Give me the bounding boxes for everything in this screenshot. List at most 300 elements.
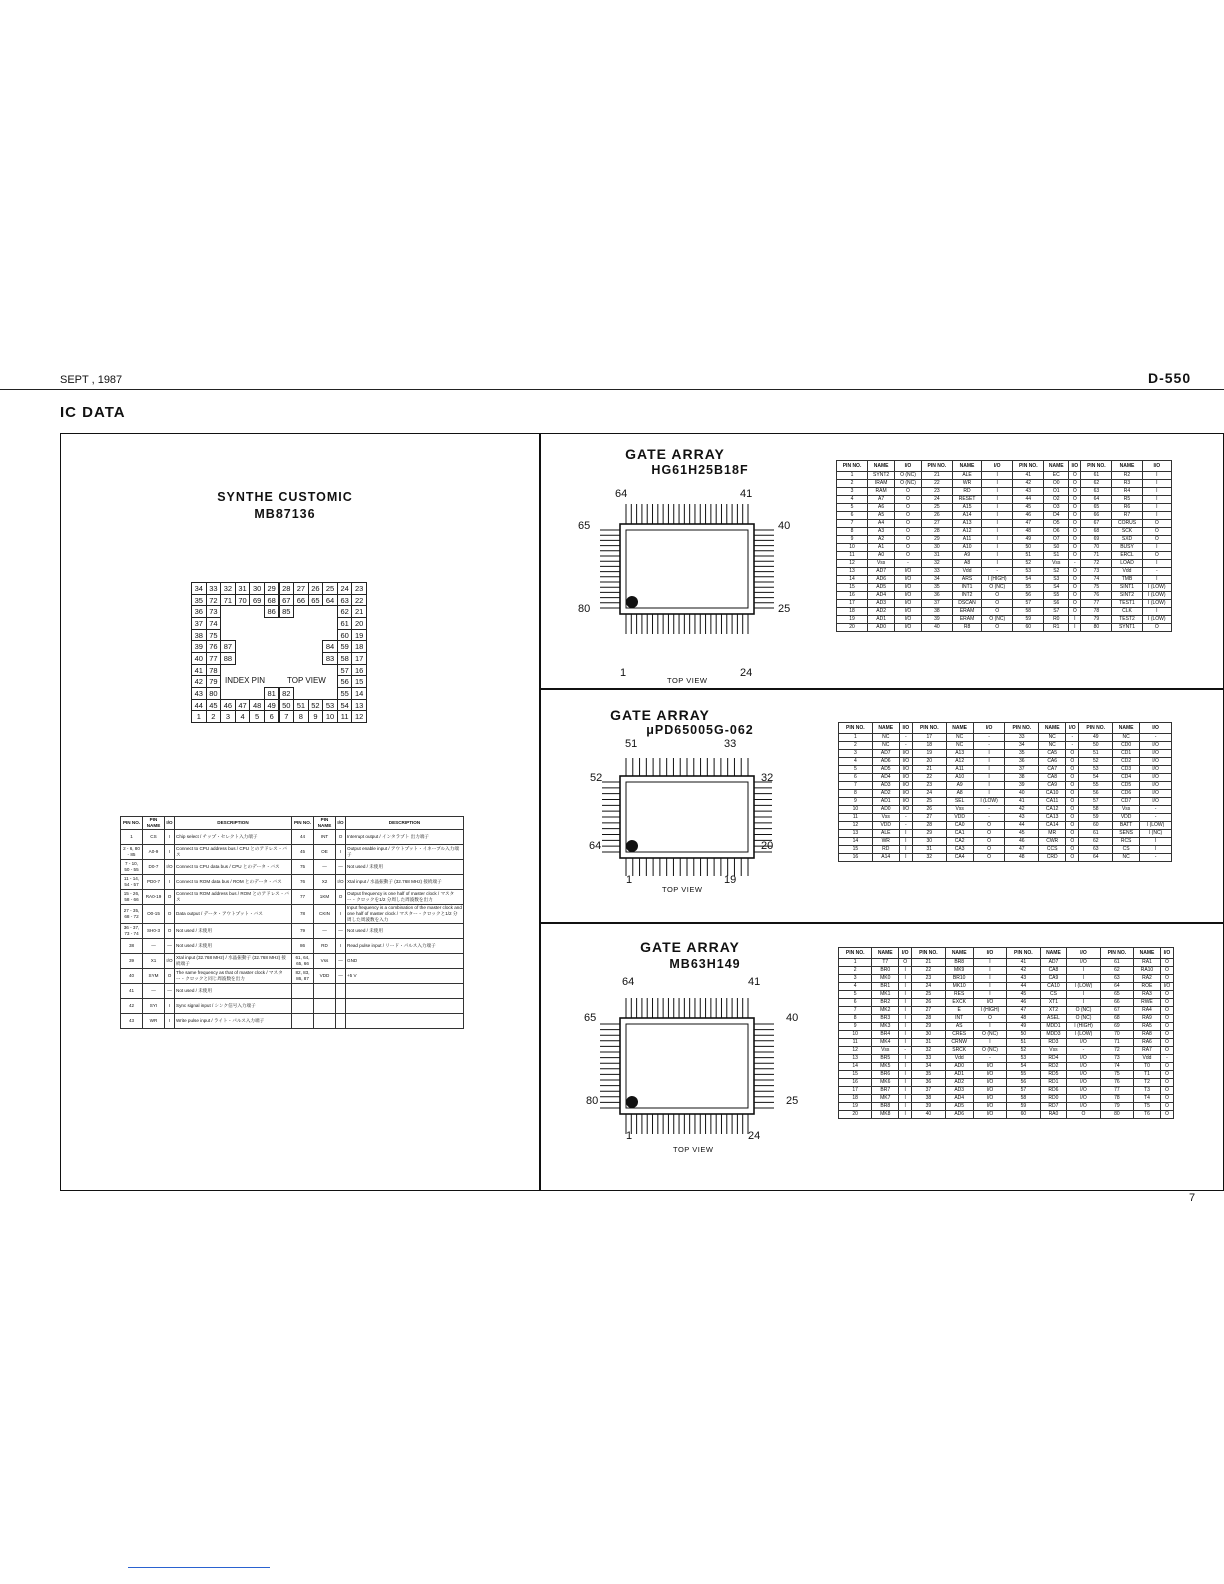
table-cell: I: [1067, 975, 1100, 983]
table-cell: 21: [912, 766, 946, 774]
table-cell: 21: [921, 472, 952, 480]
table-header: PIN NO.: [1079, 723, 1113, 734]
table-cell: O: [1069, 592, 1081, 600]
ga1-package-diagram: [578, 488, 798, 670]
table-cell: I/O: [899, 798, 912, 806]
table-cell: 35: [1005, 750, 1039, 758]
table-cell: I: [165, 1014, 175, 1029]
table-cell: AD7: [872, 750, 899, 758]
pin-cell: 63: [337, 594, 353, 607]
table-cell: 59: [1007, 1103, 1040, 1111]
table-cell: R3: [1112, 480, 1142, 488]
table-cell: [314, 984, 336, 999]
table-cell: AD3: [945, 1087, 973, 1095]
table-cell: O: [1069, 472, 1081, 480]
table-cell: -: [899, 1047, 912, 1055]
page-number: 7: [1189, 1192, 1196, 1204]
table-cell: RA7: [1134, 1047, 1161, 1055]
table-header-row: [839, 948, 1174, 959]
table-cell: -: [973, 806, 1005, 814]
table-cell: I/O: [973, 1095, 1006, 1103]
table-cell: CS: [1113, 846, 1140, 854]
table-cell: O3: [1044, 504, 1069, 512]
table-cell: 73: [1081, 568, 1112, 576]
pin-cell: 56: [337, 675, 353, 688]
table-cell: —: [143, 984, 165, 999]
table-cell: O: [1066, 766, 1079, 774]
table-row: [839, 1031, 1174, 1039]
table-cell: RD0: [1040, 1095, 1067, 1103]
table-cell: I: [165, 845, 175, 860]
table-cell: O: [1160, 1047, 1173, 1055]
pin-cell: 46: [220, 699, 236, 712]
table-row: [837, 504, 1172, 512]
table-cell: -: [1140, 806, 1172, 814]
table-cell: -: [1067, 1047, 1100, 1055]
table-cell: CA9: [1040, 975, 1067, 983]
table-cell: 11: [839, 814, 873, 822]
table-cell: AD2: [945, 1079, 973, 1087]
table-cell: 19: [839, 1103, 872, 1111]
table-cell: O: [1067, 1111, 1100, 1119]
table-cell: 36: [921, 592, 952, 600]
table-cell: O1: [1044, 488, 1069, 496]
pin-cell: 48: [249, 699, 265, 712]
table-cell: T3: [1134, 1087, 1161, 1095]
table-cell: 6: [837, 512, 868, 520]
table-cell: BUSY: [1112, 544, 1142, 552]
table-cell: I (LOW): [1067, 983, 1100, 991]
table-cell: 5: [839, 766, 873, 774]
table-cell: O: [1160, 1087, 1173, 1095]
table-cell: I: [899, 1023, 912, 1031]
table-cell: 4: [839, 758, 873, 766]
ga3-package-diagram: [578, 976, 798, 1156]
table-cell: 86: [292, 939, 314, 954]
table-cell: O: [1066, 798, 1079, 806]
pin-cell: 19: [351, 629, 367, 642]
pin-cell: 5: [249, 710, 265, 723]
table-cell: 60: [1007, 1111, 1040, 1119]
table-cell: O6: [1044, 528, 1069, 536]
pin-cell: 9: [308, 710, 324, 723]
table-cell: 56: [1013, 592, 1044, 600]
pin-cell: 76: [206, 640, 222, 653]
table-cell: CD4: [1113, 774, 1140, 782]
table-cell: —: [336, 969, 346, 984]
table-cell: 45: [1013, 504, 1044, 512]
table-header: PIN NO.: [1081, 461, 1112, 472]
table-cell: A2: [868, 536, 895, 544]
table-cell: 76: [1081, 592, 1112, 600]
table-cell: 80: [1100, 1111, 1133, 1119]
table-cell: 66: [1081, 512, 1112, 520]
table-cell: O: [1069, 488, 1081, 496]
table-cell: I: [899, 1087, 912, 1095]
table-cell: CA0: [946, 822, 973, 830]
table-cell: I/O: [1067, 1087, 1100, 1095]
table-cell: S1: [1044, 552, 1069, 560]
table-cell: 15: [837, 584, 868, 592]
table-cell: Sync signal input / シンク信号入力端子: [175, 999, 292, 1014]
table-cell: Vdd: [945, 1055, 973, 1063]
table-header: PIN NO.: [912, 948, 945, 959]
table-row: [837, 480, 1172, 488]
table-cell: 37: [912, 1087, 945, 1095]
table-cell: 10: [839, 1031, 872, 1039]
table-cell: BR2: [872, 999, 899, 1007]
synthe-panel: [60, 433, 540, 1191]
index-pin-label: INDEX PIN: [225, 676, 266, 685]
table-cell: I/O: [973, 1087, 1006, 1095]
table-row: [837, 512, 1172, 520]
table-row: [839, 1023, 1174, 1031]
table-cell: MK10: [945, 983, 973, 991]
table-cell: ALE: [872, 830, 899, 838]
index-dot: [626, 596, 638, 608]
table-cell: -: [1140, 734, 1172, 742]
table-cell: VDD: [872, 822, 899, 830]
pin-cell: 82: [279, 687, 295, 700]
table-cell: 48: [1007, 1015, 1040, 1023]
table-cell: O: [982, 608, 1013, 616]
table-cell: I (LOW): [1067, 1031, 1100, 1039]
table-cell: I/O: [1067, 959, 1100, 967]
table-cell: 47: [1007, 1007, 1040, 1015]
table-cell: I: [973, 1023, 1006, 1031]
pin-cell: 39: [191, 640, 207, 653]
pin-cell: 28: [279, 582, 295, 595]
table-cell: 31: [912, 1039, 945, 1047]
table-cell: 5: [839, 991, 872, 999]
table-cell: O: [982, 592, 1013, 600]
table-cell: O: [336, 890, 346, 905]
table-cell: O: [1069, 496, 1081, 504]
table-cell: Chip select / チップ・セレクト入力端子: [175, 830, 292, 845]
table-cell: A3: [868, 528, 895, 536]
pin-number-label: 33: [724, 738, 737, 750]
table-header: PIN NO.: [1007, 948, 1040, 959]
table-cell: S7: [1044, 608, 1069, 616]
table-cell: I/O: [1140, 798, 1172, 806]
table-header: I/O: [899, 723, 912, 734]
table-cell: 9: [839, 1023, 872, 1031]
table-cell: R7: [1112, 512, 1142, 520]
pin-cell: 34: [191, 582, 207, 595]
table-cell: Not used / 未使用: [175, 939, 292, 954]
table-cell: 46: [1005, 838, 1039, 846]
table-cell: AD2: [868, 608, 895, 616]
table-cell: 2 - 6, 80 - 85: [121, 845, 143, 860]
pin-cell: 21: [351, 605, 367, 618]
table-cell: 5: [837, 504, 868, 512]
table-cell: Vdd: [1112, 568, 1142, 576]
table-cell: CRNW: [945, 1039, 973, 1047]
table-cell: O: [1069, 552, 1081, 560]
table-cell: T6: [1134, 1111, 1161, 1119]
table-cell: RD1: [1040, 1079, 1067, 1087]
table-cell: I (LOW): [1140, 822, 1172, 830]
table-cell: I: [1142, 608, 1171, 616]
table-cell: AD4: [945, 1095, 973, 1103]
table-cell: 53: [1013, 568, 1044, 576]
table-cell: 63: [1100, 975, 1133, 983]
pin-cell: 87: [220, 640, 236, 653]
table-cell: 1KM: [314, 890, 336, 905]
pin-cell: 71: [220, 594, 236, 607]
table-cell: I (LOW): [1142, 592, 1171, 600]
table-header: I/O: [1160, 948, 1173, 959]
table-cell: I: [165, 830, 175, 845]
table-cell: INT: [945, 1015, 973, 1023]
table-cell: 14: [839, 838, 873, 846]
table-cell: O: [1066, 774, 1079, 782]
table-cell: I/O: [899, 750, 912, 758]
table-cell: 40: [912, 1111, 945, 1119]
table-cell: 46: [1013, 512, 1044, 520]
table-row: [839, 774, 1172, 782]
ga2-title: GATE ARRAY: [610, 707, 710, 723]
table-cell: XT1: [1040, 999, 1067, 1007]
table-cell: I (LOW): [973, 798, 1005, 806]
table-cell: I: [982, 552, 1013, 560]
table-cell: 16: [839, 1079, 872, 1087]
table-header: I/O: [899, 948, 912, 959]
table-cell: O (NC): [1067, 1015, 1100, 1023]
table-cell: TMB: [1112, 576, 1142, 584]
table-cell: The same frequency as that of master clock / マスター・クロックと同じ周波数を出力: [175, 969, 292, 984]
table-cell: R6: [1112, 504, 1142, 512]
pin-cell: 54: [337, 699, 353, 712]
table-header: PIN NO.: [121, 817, 143, 830]
table-cell: 41: [1013, 472, 1044, 480]
table-cell: O: [895, 536, 922, 544]
table-header: I/O: [973, 948, 1006, 959]
table-cell: 62: [1081, 480, 1112, 488]
table-cell: 30: [921, 544, 952, 552]
table-cell: 58: [1079, 806, 1113, 814]
table-cell: S3: [1044, 576, 1069, 584]
table-cell: 40: [921, 624, 952, 632]
table-cell: -: [899, 822, 912, 830]
table-cell: [292, 999, 314, 1014]
table-cell: O: [973, 838, 1005, 846]
synthe-description-table: [120, 816, 464, 1029]
table-cell: 31: [912, 846, 946, 854]
table-cell: MK4: [872, 1039, 899, 1047]
table-cell: I: [973, 959, 1006, 967]
table-cell: 57: [1007, 1087, 1040, 1095]
pin-cell: 44: [191, 699, 207, 712]
table-cell: Vss: [868, 560, 895, 568]
table-cell: I: [1142, 488, 1171, 496]
chip-body: [620, 524, 754, 614]
table-cell: I/O: [1067, 1055, 1100, 1063]
table-cell: 65: [1081, 504, 1112, 512]
table-cell: I: [899, 846, 912, 854]
table-cell: T7: [872, 959, 899, 967]
table-cell: 17: [837, 600, 868, 608]
ga2-part-number: μPD65005G-062: [646, 723, 754, 737]
table-cell: 27: [921, 520, 952, 528]
table-cell: I/O: [165, 860, 175, 875]
table-cell: R1: [1044, 624, 1069, 632]
table-cell: RD2: [1040, 1063, 1067, 1071]
table-cell: A15: [952, 504, 981, 512]
table-cell: 18: [837, 608, 868, 616]
table-cell: CA3: [946, 846, 973, 854]
pin-cell: 37: [191, 617, 207, 630]
table-cell: CORUS: [1112, 520, 1142, 528]
table-cell: ARS: [952, 576, 981, 584]
table-cell: RA2: [1134, 975, 1161, 983]
table-cell: 56: [1007, 1079, 1040, 1087]
table-cell: 37: [1005, 766, 1039, 774]
table-cell: 34: [921, 576, 952, 584]
table-cell: CA10: [1040, 983, 1067, 991]
table-cell: I: [899, 1079, 912, 1087]
table-cell: ERAM: [952, 616, 981, 624]
table-cell: I: [899, 1071, 912, 1079]
table-cell: A9: [946, 782, 973, 790]
table-cell: Xtal input / 水晶振動子 (32.768 MHz) 接続端子: [346, 875, 464, 890]
table-cell: SYNT2: [868, 472, 895, 480]
table-cell: 79: [292, 924, 314, 939]
table-cell: R2: [1112, 472, 1142, 480]
table-cell: [336, 1014, 346, 1029]
table-cell: O: [1160, 991, 1173, 999]
table-cell: 44: [1013, 496, 1044, 504]
table-cell: NC: [872, 734, 899, 742]
table-cell: S2: [1044, 568, 1069, 576]
ga1-title: GATE ARRAY: [625, 446, 725, 462]
table-cell: O: [1066, 790, 1079, 798]
table-row: [837, 520, 1172, 528]
table-cell: 63: [1081, 488, 1112, 496]
table-cell: A12: [946, 758, 973, 766]
table-cell: I: [982, 536, 1013, 544]
pin-number-label: 80: [578, 603, 591, 615]
table-cell: 73: [1100, 1055, 1133, 1063]
table-cell: 54: [1079, 774, 1113, 782]
table-cell: 52: [1079, 758, 1113, 766]
table-cell: 55: [1079, 782, 1113, 790]
table-cell: AD6: [868, 576, 895, 584]
table-cell: A11: [952, 536, 981, 544]
table-cell: CD5: [1113, 782, 1140, 790]
table-cell: 32: [912, 854, 946, 862]
table-row: [839, 1039, 1174, 1047]
table-row: [837, 488, 1172, 496]
table-cell: NC: [1113, 854, 1140, 862]
table-cell: I/O: [895, 616, 922, 624]
table-cell: CA4: [946, 854, 973, 862]
table-cell: CA12: [1039, 806, 1066, 814]
table-row: [121, 984, 464, 999]
table-cell: 72: [1100, 1047, 1133, 1055]
table-cell: 18: [839, 1095, 872, 1103]
table-cell: 69: [1081, 536, 1112, 544]
table-row: [839, 967, 1174, 975]
table-cell: 50: [1007, 1031, 1040, 1039]
table-cell: -: [1160, 1055, 1173, 1063]
table-cell: A6: [868, 504, 895, 512]
pin-cell: 2: [206, 710, 222, 723]
table-cell: AD1: [945, 1071, 973, 1079]
ga3-pin-table: [838, 947, 1174, 1119]
table-cell: 31: [921, 552, 952, 560]
table-cell: 22: [921, 480, 952, 488]
table-cell: I: [899, 1039, 912, 1047]
table-cell: CA5: [1039, 750, 1066, 758]
table-cell: 50: [1013, 544, 1044, 552]
table-cell: I/O: [899, 766, 912, 774]
table-cell: —: [336, 954, 346, 969]
table-cell: RD6: [1040, 1087, 1067, 1095]
table-cell: O: [1066, 846, 1079, 854]
table-row: [837, 568, 1172, 576]
pin-cell: 15: [351, 675, 367, 688]
table-cell: AD0: [945, 1063, 973, 1071]
table-row: [839, 1055, 1174, 1063]
table-cell: S6: [1044, 600, 1069, 608]
table-cell: 13: [839, 830, 873, 838]
pin-number-label: 24: [740, 667, 753, 679]
table-cell: RD4: [1040, 1055, 1067, 1063]
table-cell: O: [1160, 1095, 1173, 1103]
table-header: I/O: [165, 817, 175, 830]
table-cell: CA14: [1039, 822, 1066, 830]
table-cell: I: [336, 845, 346, 860]
table-cell: 60: [1079, 822, 1113, 830]
table-cell: CWR: [1039, 838, 1066, 846]
table-cell: AD5: [872, 766, 899, 774]
table-cell: 26: [921, 512, 952, 520]
table-header: I/O: [895, 461, 922, 472]
table-cell: S5: [1044, 592, 1069, 600]
table-cell: RA0-19: [143, 890, 165, 905]
table-row: [837, 544, 1172, 552]
table-cell: NC: [946, 742, 973, 750]
table-cell: 79: [1081, 616, 1112, 624]
table-cell: BATT: [1113, 822, 1140, 830]
table-cell: 59: [1013, 616, 1044, 624]
table-cell: MK3: [872, 1023, 899, 1031]
table-cell: 54: [1013, 576, 1044, 584]
table-cell: INT2: [952, 592, 981, 600]
table-cell: 2: [839, 967, 872, 975]
table-cell: I/O: [1140, 774, 1172, 782]
table-cell: A13: [946, 750, 973, 758]
table-cell: O: [1142, 528, 1171, 536]
table-cell: O: [1069, 480, 1081, 488]
table-cell: EC: [1044, 472, 1069, 480]
table-row: [839, 1111, 1174, 1119]
table-cell: 36: [1005, 758, 1039, 766]
table-cell: Connect to ROM data bus / ROM とのデータ・バス: [175, 875, 292, 890]
table-cell: X1: [143, 954, 165, 969]
table-cell: 4: [839, 983, 872, 991]
table-cell: [314, 999, 336, 1014]
table-cell: 27: [912, 814, 946, 822]
table-cell: RA1: [1134, 959, 1161, 967]
table-cell: O: [1069, 600, 1081, 608]
table-cell: 15: [839, 1071, 872, 1079]
table-cell: -: [899, 742, 912, 750]
pin-cell: 53: [322, 699, 338, 712]
table-cell: I: [1067, 991, 1100, 999]
table-cell: 52: [1007, 1047, 1040, 1055]
